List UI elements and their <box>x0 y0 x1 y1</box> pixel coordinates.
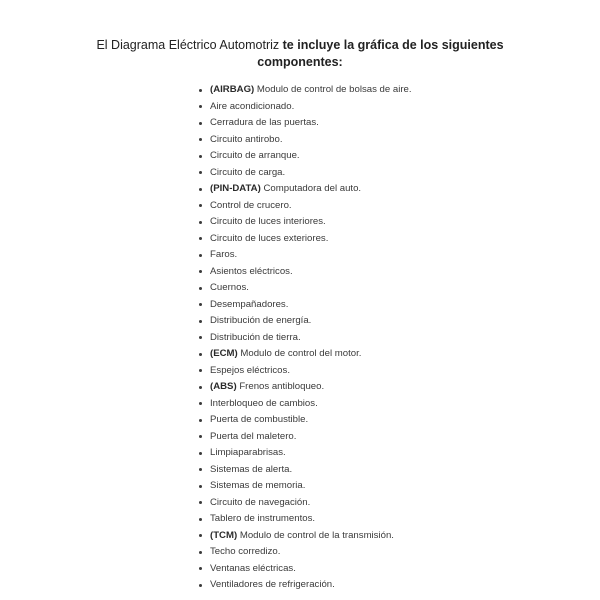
bullet-icon <box>199 254 202 257</box>
list-item <box>199 280 412 297</box>
bullet-icon <box>199 518 202 521</box>
list-item <box>199 379 412 396</box>
item-text: Interbloqueo de cambios. <box>210 397 318 409</box>
heading-line-1 <box>0 37 600 54</box>
bullet-icon <box>199 584 202 587</box>
item-text: Distribución de tierra. <box>210 331 301 343</box>
list-item <box>199 165 412 182</box>
item-text: Computadora del auto. <box>260 183 362 194</box>
list-item <box>199 148 412 165</box>
bullet-icon <box>199 270 202 273</box>
bullet-icon <box>199 171 202 174</box>
item-code: (PIN-DATA) <box>210 183 261 194</box>
item-text: Faros. <box>210 249 238 260</box>
list-item <box>199 313 412 330</box>
item-code: (ABS) <box>210 381 237 392</box>
bullet-icon <box>199 402 202 405</box>
list-item <box>199 577 412 594</box>
bullet-icon <box>199 89 202 92</box>
bullet-icon <box>199 221 202 224</box>
bullet-icon <box>199 138 202 141</box>
bullet-icon <box>199 551 202 554</box>
item-text: Asientos eléctricos. <box>210 265 293 277</box>
bullet-icon <box>199 155 202 158</box>
list-item <box>199 429 412 446</box>
bullet-icon <box>199 237 202 240</box>
list-item <box>199 330 412 347</box>
list-item <box>199 115 412 132</box>
item-text: Modulo de control del motor. <box>237 348 362 359</box>
bullet-icon <box>199 485 202 488</box>
heading-emphasis: te incluye la gráfica de los siguientes <box>279 38 504 52</box>
list-item <box>199 445 412 462</box>
bullet-icon <box>199 567 202 570</box>
page-heading <box>0 37 600 71</box>
bullet-icon <box>199 353 202 356</box>
item-text: Distribución de energía. <box>210 315 312 326</box>
bullet-icon <box>199 105 202 108</box>
list-item <box>199 99 412 116</box>
item-text: Techo corredizo. <box>210 546 281 557</box>
list-item <box>199 297 412 314</box>
list-item <box>199 412 412 429</box>
bullet-icon <box>199 336 202 339</box>
bullet-icon <box>199 468 202 471</box>
item-text: Sistemas de alerta. <box>210 463 293 475</box>
list-item <box>199 198 412 215</box>
item-text: Espejos eléctricos. <box>210 364 290 376</box>
list-item <box>199 82 412 99</box>
item-text: Circuito de luces interiores. <box>210 216 326 227</box>
item-code: (ECM) <box>210 348 238 359</box>
list-item <box>199 214 412 231</box>
list-item <box>199 181 412 198</box>
list-item <box>199 478 412 495</box>
item-text: Circuito antirobo. <box>210 133 283 145</box>
bullet-icon <box>199 188 202 191</box>
item-text: Circuito de arranque. <box>210 150 300 161</box>
item-text: Puerta de combustible. <box>210 414 309 425</box>
list-item <box>199 528 412 545</box>
list-item <box>199 231 412 248</box>
item-text: Ventiladores de refrigeración. <box>210 579 335 590</box>
list-item <box>199 462 412 479</box>
bullet-icon <box>199 435 202 438</box>
item-text: Modulo de control de la transmisión. <box>237 529 394 541</box>
heading-line-2: componentes: <box>257 55 343 69</box>
bullet-icon <box>199 204 202 207</box>
item-text: Aire acondicionado. <box>210 100 295 112</box>
item-text: Circuito de luces exteriores. <box>210 232 329 244</box>
bullet-icon <box>199 320 202 323</box>
list-item <box>199 346 412 363</box>
list-item <box>199 511 412 528</box>
list-item <box>199 396 412 413</box>
item-text: Circuito de carga. <box>210 166 286 178</box>
item-text: Puerta del maletero. <box>210 430 297 442</box>
item-text: Modulo de control de bolsas de aire. <box>254 84 412 95</box>
item-text: Cerradura de las puertas. <box>210 117 319 128</box>
heading-title: El Diagrama Eléctrico Automotriz <box>96 38 280 52</box>
item-code: (AIRBAG) <box>210 84 255 95</box>
bullet-icon <box>199 534 202 537</box>
list-item <box>199 544 412 561</box>
list-item <box>199 363 412 380</box>
bullet-icon <box>199 369 202 372</box>
bullet-icon <box>199 287 202 290</box>
item-text: Circuito de navegación. <box>210 496 311 508</box>
bullet-icon <box>199 122 202 125</box>
bullet-icon <box>199 501 202 504</box>
item-text: Sistemas de memoria. <box>210 480 306 491</box>
item-text: Desempañadores. <box>210 298 289 310</box>
list-item <box>199 132 412 149</box>
list-item <box>199 561 412 578</box>
item-text: Frenos antibloqueo. <box>236 381 325 392</box>
item-text: Cuernos. <box>210 282 249 293</box>
bullet-icon <box>199 452 202 455</box>
list-item <box>199 264 412 281</box>
item-text: Control de crucero. <box>210 199 292 211</box>
list-item <box>199 247 412 264</box>
bullet-icon <box>199 303 202 306</box>
list-item <box>199 495 412 512</box>
component-list <box>199 82 412 594</box>
item-text: Ventanas eléctricas. <box>210 562 296 574</box>
item-text: Limpiaparabrisas. <box>210 447 286 458</box>
item-text: Tablero de instrumentos. <box>210 513 316 524</box>
item-code: (TCM) <box>210 529 238 541</box>
bullet-icon <box>199 419 202 422</box>
bullet-icon <box>199 386 202 389</box>
